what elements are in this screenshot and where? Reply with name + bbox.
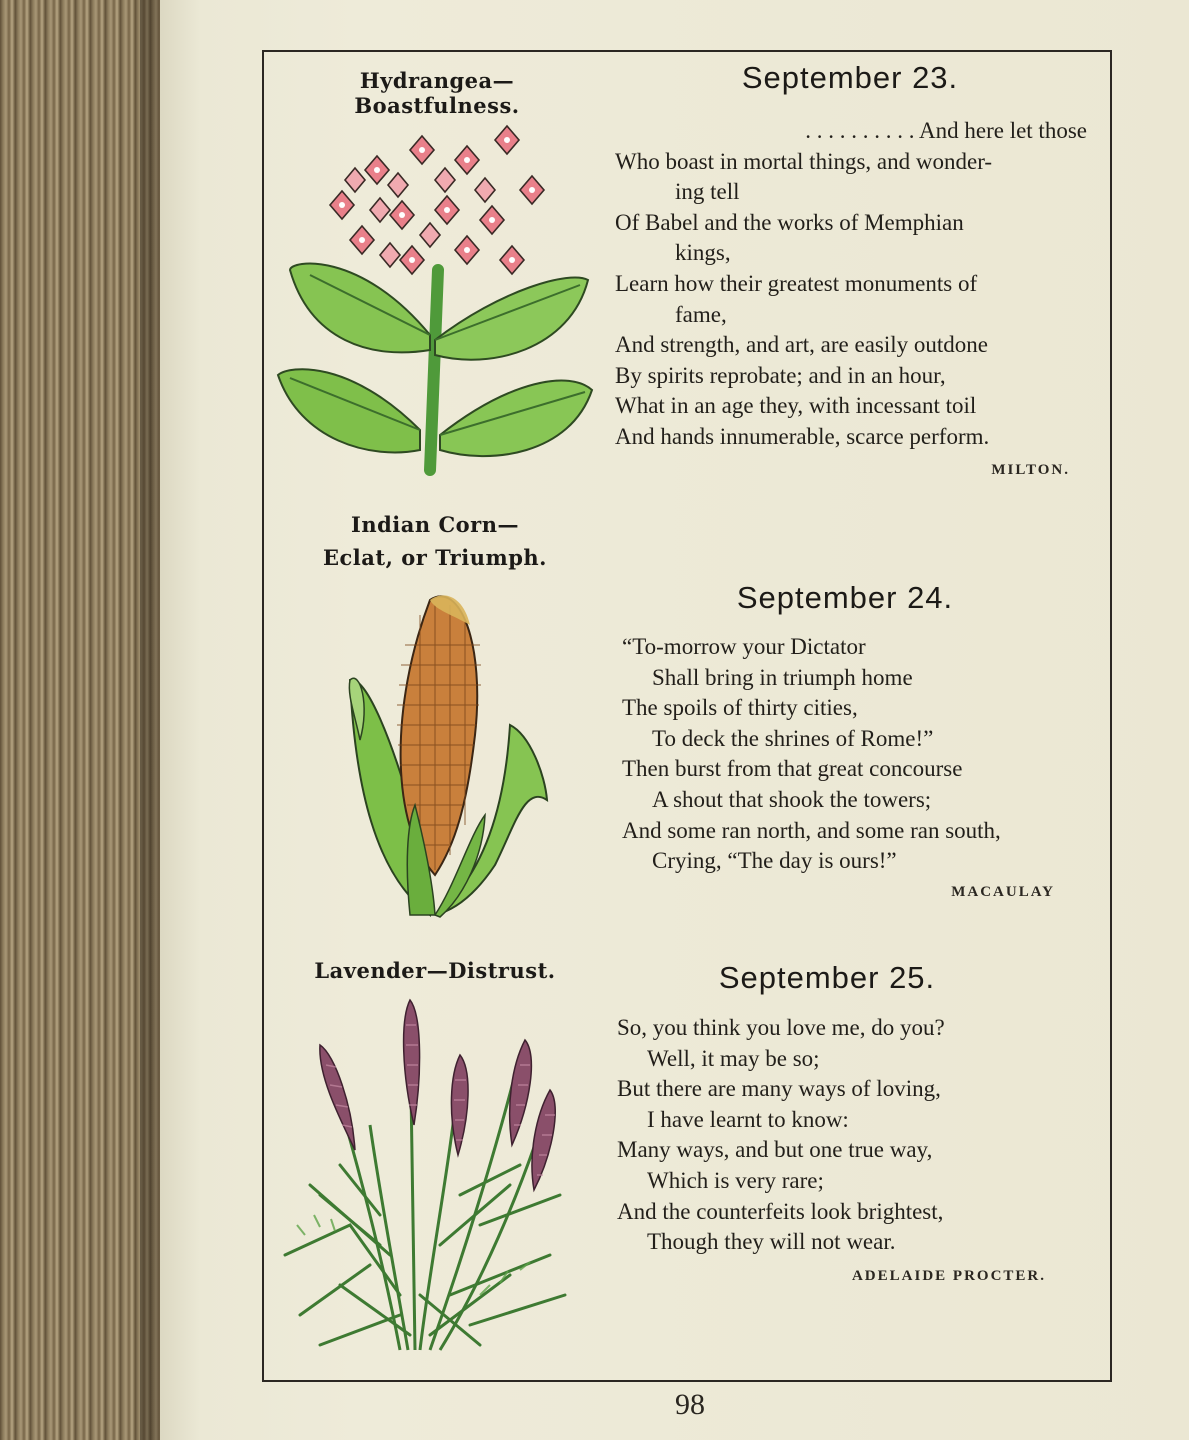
poem-line: Then burst from that great concourse (622, 756, 963, 782)
poem-line: Shall bring in triumph home (652, 664, 913, 690)
poem-line: And some ran north, and some ran south, (622, 817, 1001, 843)
poem-line: Who boast in mortal things, and wonder- (615, 148, 993, 174)
poem-line: kings, (675, 240, 731, 266)
flower-caption-corn-line2: Eclat, or Triumph. (323, 545, 547, 570)
book-page-edges (0, 0, 160, 1440)
poem-line: Which is very rare; (647, 1167, 824, 1193)
poem-line: A shout that shook the towers; (652, 786, 932, 812)
poem-line: I have learnt to know: (647, 1106, 849, 1132)
poem-line: So, you think you love me, do you? (617, 1015, 945, 1040)
poem-line: Though they will not wear. (647, 1229, 896, 1255)
poem-line: The spoils of thirty cities, (622, 695, 858, 721)
author-attribution: MILTON. (991, 462, 1070, 478)
poem-line: And hands innumerable, scarce perform. (615, 423, 990, 449)
flower-caption-hydrangea: Hydrangea—Boastfulness. (354, 68, 520, 118)
poem-procter (617, 1013, 1087, 1258)
poem-line: What in an age they, with incessant toil (615, 393, 977, 419)
poem-line: ing tell (675, 179, 740, 205)
indian-corn-illustration (335, 585, 560, 930)
poem-macaulay (622, 632, 1092, 877)
poem-line: Of Babel and the works of Memphian (615, 209, 964, 235)
poem-line: Crying, “The day is ours!” (652, 848, 897, 874)
flower-caption-lavender: Lavender—Distrust. (314, 958, 556, 983)
poem-line: Learn how their greatest monuments of (615, 270, 978, 296)
date-heading-sep-25: September 25. (718, 960, 936, 995)
poem-line: “To-morrow your Dictator (622, 634, 866, 659)
date-heading-sep-24: September 24. (736, 580, 954, 615)
poem-line: . . . . . . . . . . And here let those (805, 118, 1087, 143)
poem-line: And the counterfeits look brightest, (617, 1198, 944, 1224)
author-attribution: ADELAIDE PROCTER. (851, 1268, 1046, 1284)
poem-line: Many ways, and but one true way, (617, 1137, 933, 1163)
hydrangea-illustration (270, 110, 600, 480)
poem-milton (615, 116, 1087, 453)
poem-line: Well, it may be so; (647, 1045, 820, 1071)
poem-line: To deck the shrines of Rome!” (652, 725, 934, 751)
date-heading-sep-23: September 23. (741, 60, 959, 95)
page-number: 98 (675, 1388, 705, 1421)
poem-line: By spirits reprobate; and in an hour, (615, 362, 946, 388)
flower-caption-corn-line1: Indian Corn— (351, 512, 519, 537)
lavender-illustration (280, 995, 580, 1360)
poem-line: fame, (675, 301, 727, 327)
poem-line: But there are many ways of loving, (617, 1076, 941, 1102)
poem-line: And strength, and art, are easily outdone (615, 332, 988, 358)
author-attribution: MACAULAY (951, 884, 1055, 900)
